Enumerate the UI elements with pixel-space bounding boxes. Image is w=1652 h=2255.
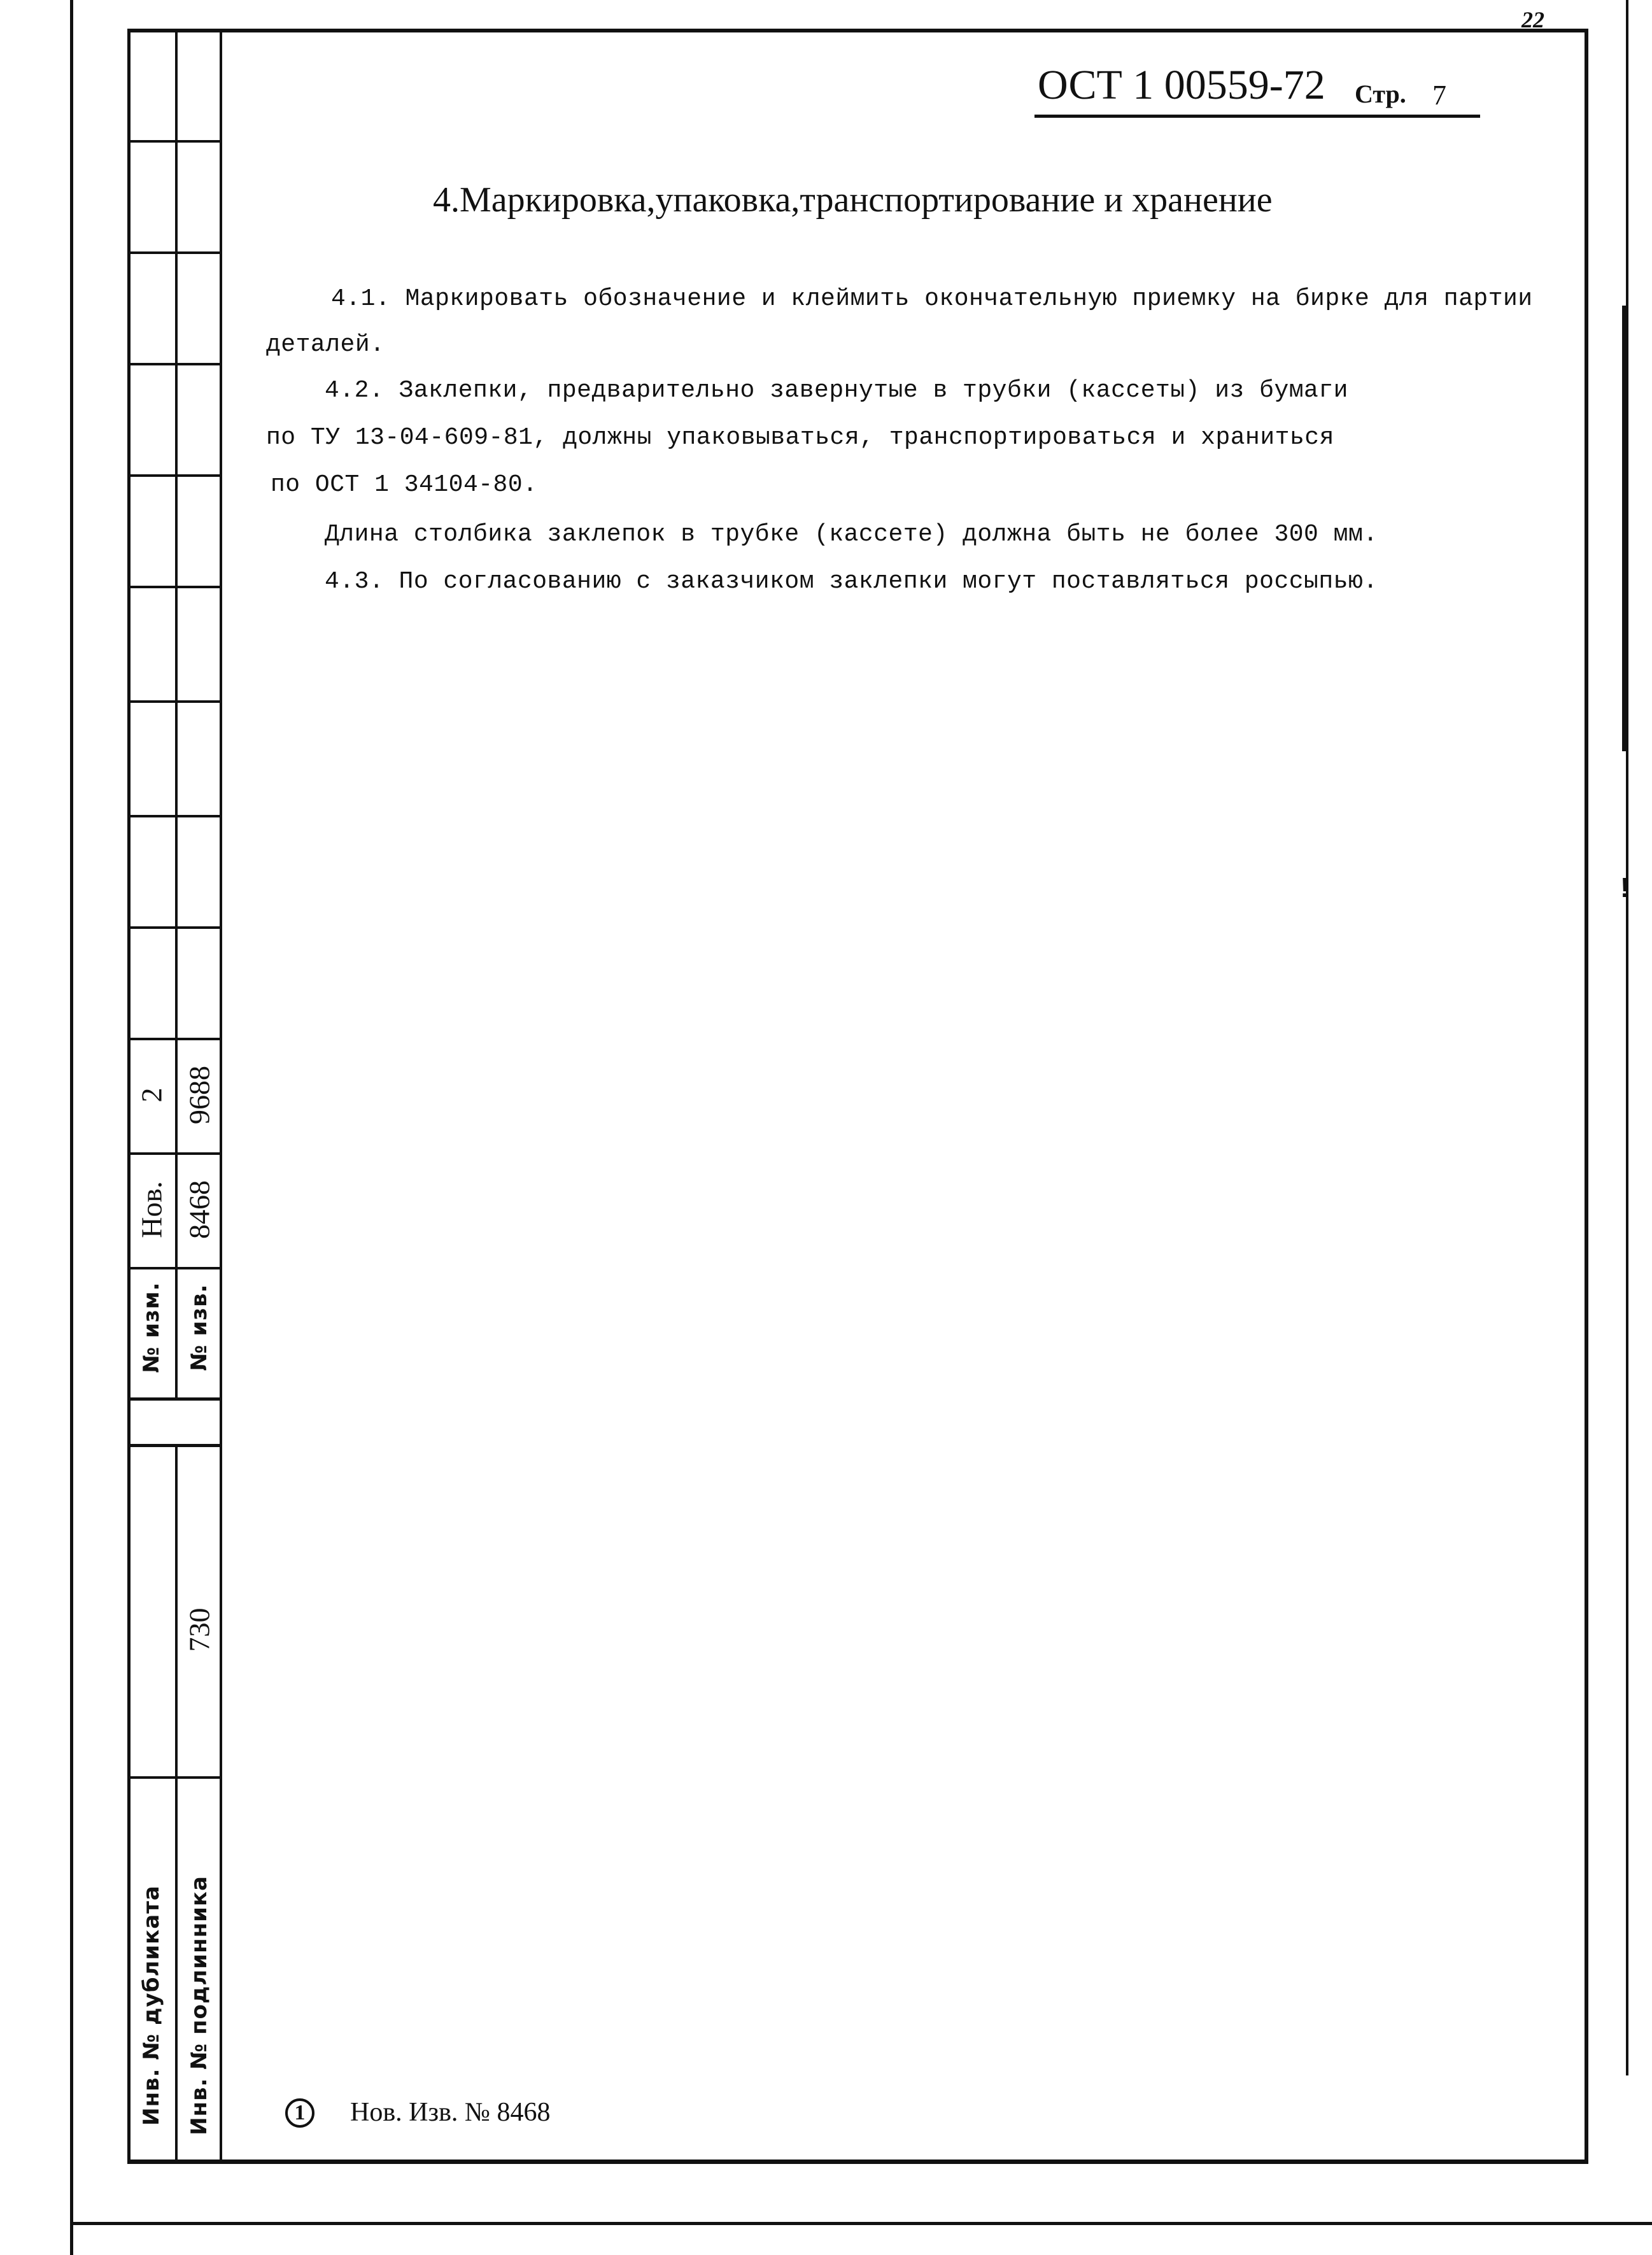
notice-no-value: 8468 xyxy=(183,1180,216,1239)
duplicate-inv-label: Инв. № дубликата xyxy=(139,1885,164,2126)
side-row-line xyxy=(127,586,222,588)
notice-no-label: № изв. xyxy=(187,1283,212,1371)
side-row-line xyxy=(127,140,222,143)
section-title: 4.Маркировка,упаковка,транспортирование и хранение xyxy=(433,180,1273,220)
page-edge-left xyxy=(70,0,73,2255)
side-row-line xyxy=(127,1444,222,1447)
paragraph-length: Длина столбика заклепок в трубке (кассете) должна быть не более 300 мм. xyxy=(325,521,1378,548)
original-inv-label: Инв. № подлинника xyxy=(187,1876,212,2135)
side-row-line xyxy=(127,474,222,477)
change-no-value-2: 2 xyxy=(135,1087,168,1103)
frame-inner-left xyxy=(220,29,222,2164)
paragraph-4-2-cont-1: по ТУ 13-04-609-81, должны упаковываться, транспортироваться и храниться xyxy=(266,424,1334,451)
side-col-separator xyxy=(175,29,178,1401)
margin-exclamation: ! xyxy=(1620,872,1630,903)
change-no-label: № изм. xyxy=(139,1282,164,1373)
paragraph-4-2: 4.2. Заклепки, предварительно завернутые в трубки (кассеты) из бумаги xyxy=(325,377,1348,404)
document-code: ОСТ 1 00559-72 xyxy=(1038,62,1325,108)
side-row-line xyxy=(127,1038,222,1040)
frame-top xyxy=(127,29,1588,32)
side-row-line xyxy=(127,1267,222,1269)
side-row-line xyxy=(127,1152,222,1155)
side-row-line xyxy=(127,926,222,929)
page-number: 7 xyxy=(1432,80,1446,111)
side-col-separator-lower xyxy=(175,1445,178,2164)
paragraph-4-1: 4.1. Маркировать обозначение и клеймить окончательную приемку на бирке для партии xyxy=(331,285,1533,313)
side-row-line xyxy=(127,1397,222,1401)
side-row-line xyxy=(127,1776,222,1779)
notice-no-value-2: 9688 xyxy=(183,1066,216,1124)
corner-sheet-mark: 22 xyxy=(1521,7,1544,32)
side-row-line xyxy=(127,251,222,254)
side-row-line xyxy=(127,815,222,817)
paragraph-4-3: 4.3. По согласованию с заказчиком заклепки могут поставляться россыпью. xyxy=(325,568,1378,595)
paragraph-4-1-cont: деталей. xyxy=(266,331,385,358)
frame-bottom xyxy=(127,2160,1588,2164)
original-inv-value: 730 xyxy=(183,1608,216,1652)
footnote-text: Нов. Изв. № 8468 xyxy=(350,2098,551,2127)
right-margin-bar xyxy=(1622,306,1627,751)
frame-left xyxy=(127,29,131,2164)
page-edge-bottom xyxy=(70,2222,1652,2225)
page-label: Стр. xyxy=(1355,80,1406,108)
header-underline xyxy=(1034,115,1480,118)
paragraph-4-2-cont-2: по ОСТ 1 34104-80. xyxy=(271,471,538,498)
change-no-value: Нов. xyxy=(135,1181,168,1238)
footnote-marker: 1 xyxy=(285,2098,314,2128)
side-row-line xyxy=(127,700,222,703)
frame-right xyxy=(1585,29,1588,2164)
side-row-line xyxy=(127,363,222,365)
